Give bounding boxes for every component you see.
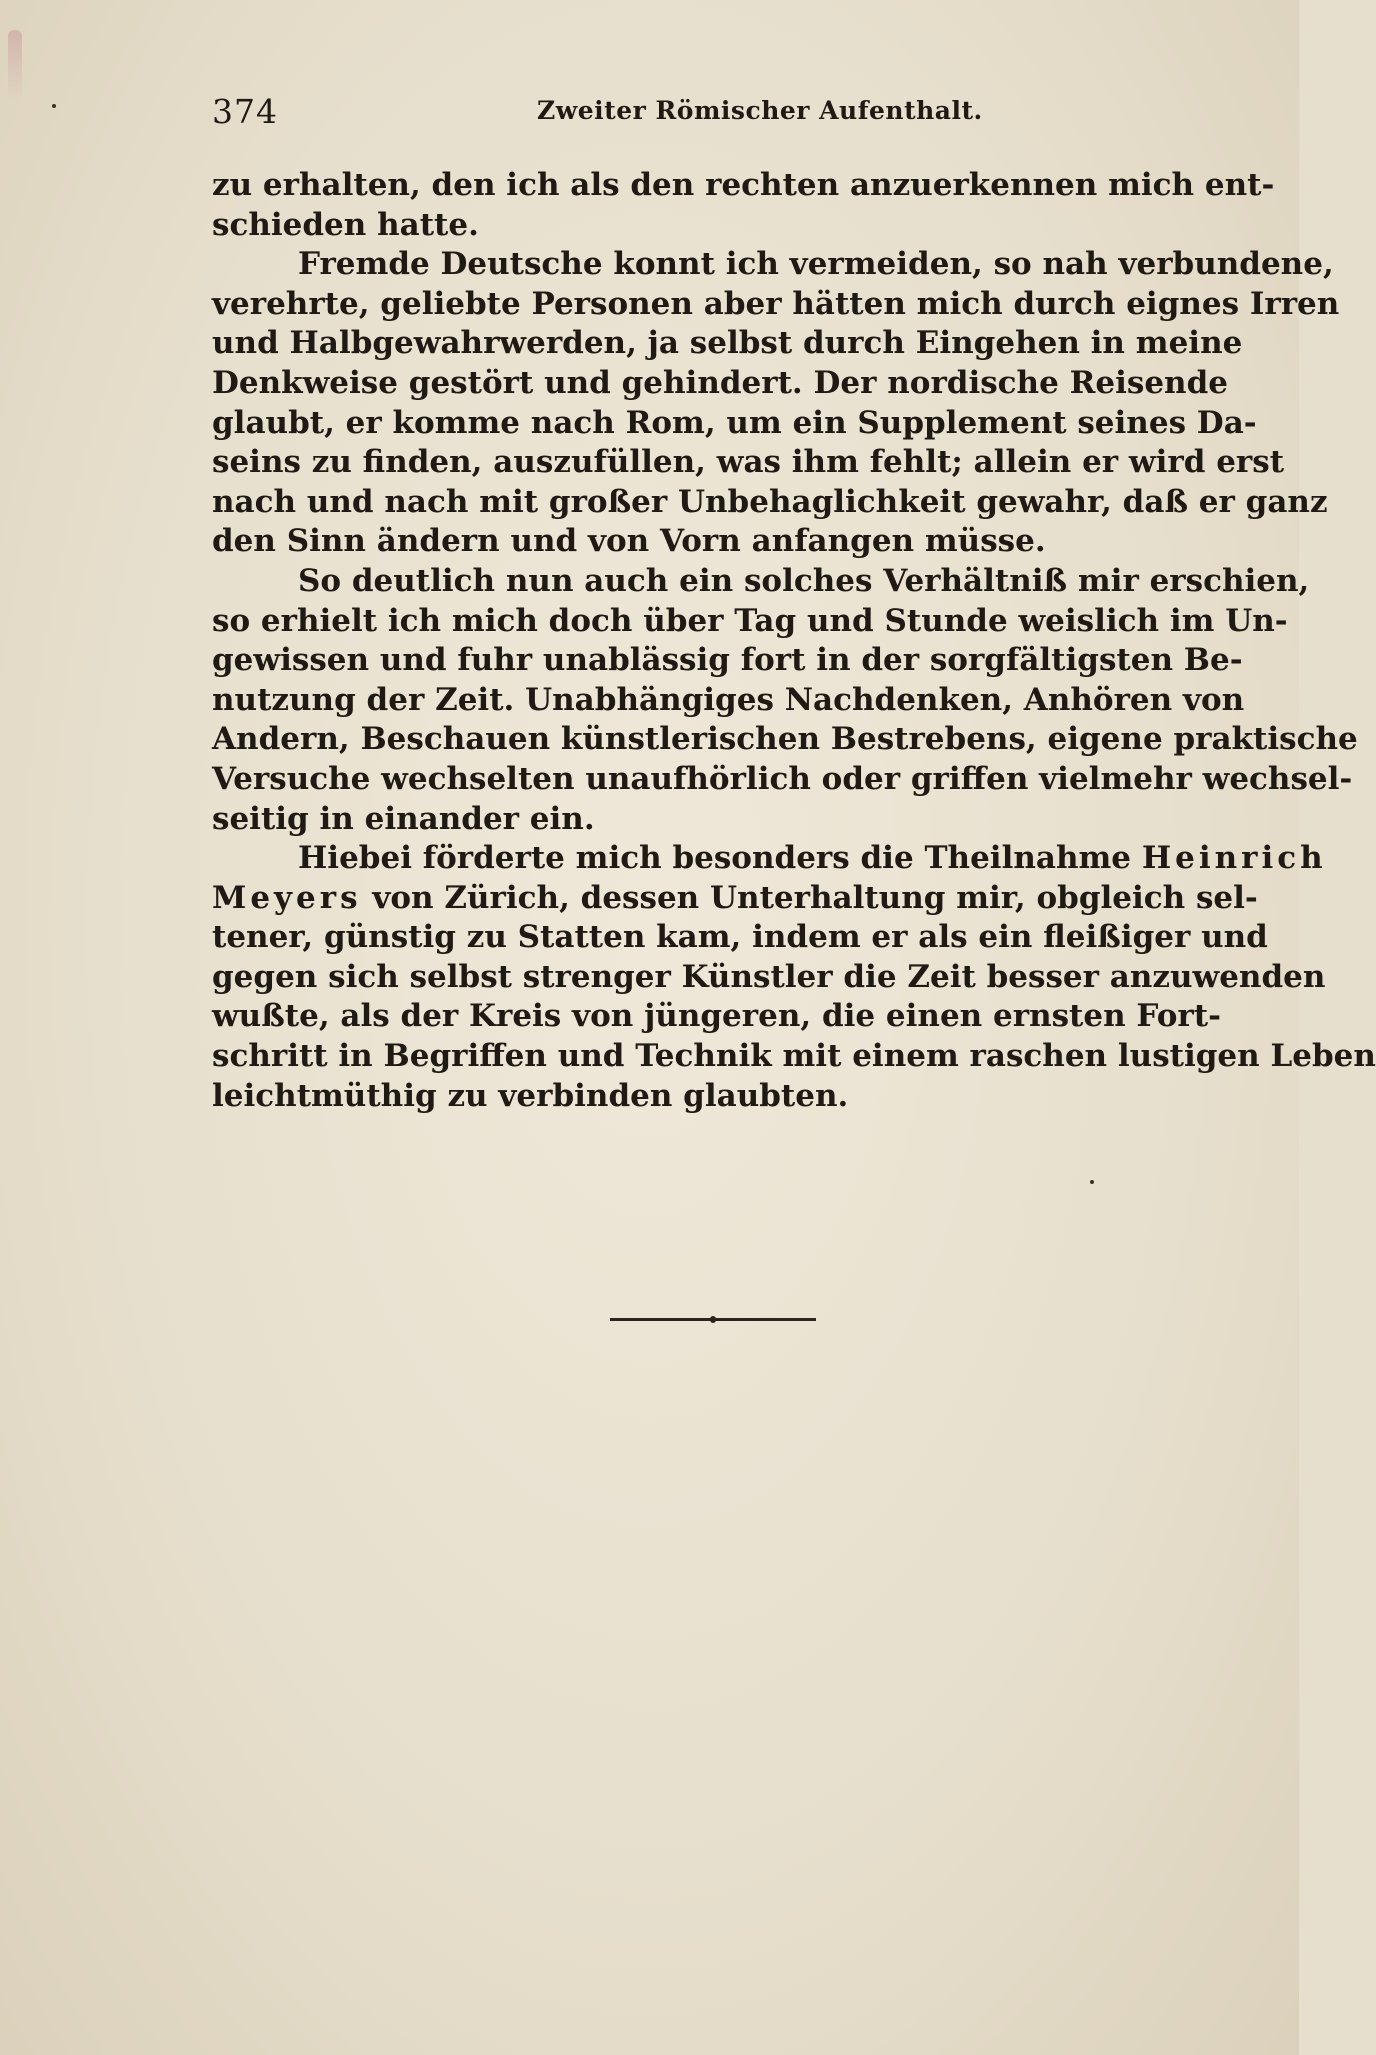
text-line: schieden hatte. — [212, 206, 479, 243]
text-line: nach und nach mit großer Unbehaglichkeit gewahr, daß er ganz — [212, 483, 1328, 520]
text-line: den Sinn ändern und von Vorn anfangen müsse. — [212, 523, 1046, 560]
text-line: gegen sich selbst strenger Künstler die Zeit besser anzuwenden — [212, 958, 1326, 995]
person-name-heinrich: Heinrich — [1141, 840, 1327, 877]
text-line: zu erhalten, den ich als den rechten anzuerkennen mich ent- — [212, 167, 1275, 203]
text-segment: von Zürich, dessen Unterhaltung mir, obgleich sel- — [372, 879, 1258, 916]
text-line — [212, 879, 1258, 919]
text-line: so erhielt ich mich doch über Tag und Stunde weislich im Un- — [212, 602, 1288, 639]
text-line: tener, günstig zu Statten kam, indem er als ein fleißiger und — [212, 919, 1268, 956]
text-segment: Hiebei förderte mich besonders die Theilnahme — [298, 840, 1132, 877]
text-line: seins zu finden, auszufüllen, was ihm fehlt; allein er wird erst — [212, 444, 1285, 481]
person-name-meyers: Meyers — [212, 879, 362, 916]
text-line: und Halbgewahrwerden, ja selbst durch Eingehen in meine — [212, 325, 1243, 362]
body-text — [212, 166, 1376, 1116]
text-line: nutzung der Zeit. Unabhängiges Nachdenken, Anhören von — [212, 681, 1245, 718]
section-end-rule — [610, 1318, 816, 1321]
running-title: Zweiter Römischer Aufenthalt. — [537, 96, 983, 125]
text-line: Fremde Deutsche konnt ich vermeiden, so nah verbundene, — [298, 246, 1334, 283]
text-line: wußte, als der Kreis von jüngeren, die einen ernsten Fort- — [212, 998, 1221, 1035]
text-line: Andern, Beschauen künstlerischen Bestrebens, eigene praktische — [212, 721, 1358, 758]
text-line — [212, 839, 1327, 879]
running-head — [212, 92, 1218, 132]
text-line: seitig in einander ein. — [212, 800, 595, 837]
page-number: 374 — [212, 92, 278, 131]
text-line: Versuche wechselten unaufhörlich oder griffen vielmehr wechsel- — [212, 760, 1353, 797]
text-line: Denkweise gestört und gehindert. Der nordische Reisende — [212, 364, 1228, 401]
ink-speck — [1090, 1180, 1094, 1184]
page-edge-stain — [8, 30, 22, 100]
text-line: verehrte, geliebte Personen aber hätten mich durch eignes Irren — [212, 285, 1340, 322]
text-line: leichtmüthig zu verbinden glaubten. — [212, 1077, 849, 1114]
text-line: glaubt, er komme nach Rom, um ein Supplement seines Da- — [212, 404, 1257, 441]
text-line: gewissen und fuhr unablässig fort in der sorgfältigsten Be- — [212, 642, 1243, 679]
text-line: So deutlich nun auch ein solches Verhältniß mir erschien, — [298, 562, 1310, 599]
text-line: schritt in Begriffen und Technik mit einem raschen lustigen Leben — [212, 1038, 1376, 1075]
ink-speck — [52, 104, 56, 108]
